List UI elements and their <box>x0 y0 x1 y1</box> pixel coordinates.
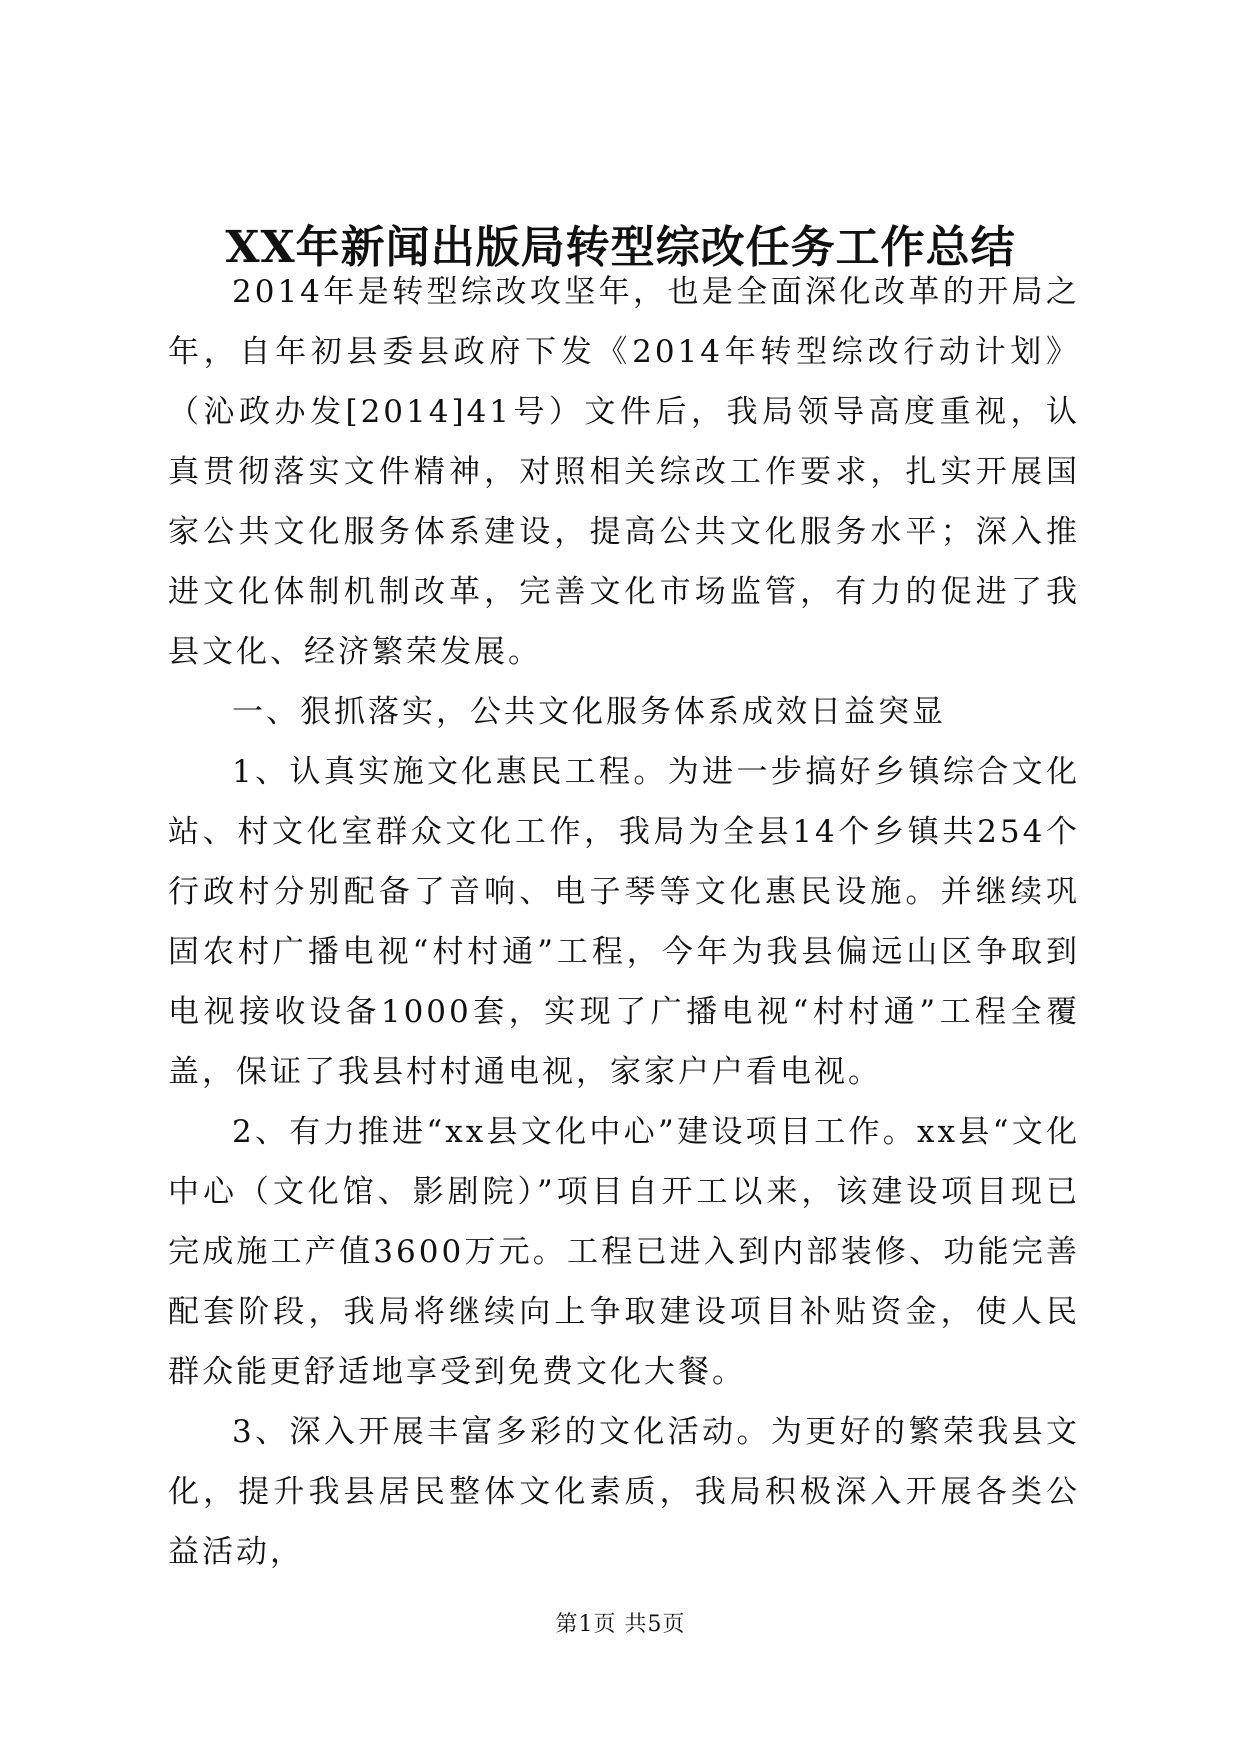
paragraph-item-2: 2、有力推进“xx县文化中心”建设项目工作。xx县“文化中心（文化馆、影剧院）”项目自开工以来，该建设项目现已完成施工产值3600万元。工程已进入到内部装修、功能完善配套阶段，我局将继续向上争取建设项目补贴资金，使人民群众能更舒适地享受到免费文化大餐。 <box>168 1114 1080 1390</box>
section-heading: 一、狠抓落实，公共文化服务体系成效日益突显 <box>232 694 946 730</box>
document-body <box>168 262 1080 1582</box>
paragraph-item-1: 1、认真实施文化惠民工程。为进一步搞好乡镇综合文化站、村文化室群众文化工作，我局为全县14个乡镇共254个行政村分别配备了音响、电子琴等文化惠民设施。并继续巩固农村广播电视“村村通”工程，今年为我县偏远山区争取到电视接收设备1000套，实现了广播电视“村村通”工程全覆盖，保证了我县村村通电视，家家户户看电视。 <box>168 754 1080 1090</box>
paragraph-item-3: 3、深入开展丰富多彩的文化活动。为更好的繁荣我县文化，提升我县居民整体文化素质，我局积极深入开展各类公益活动， <box>168 1414 1080 1570</box>
document-title: XX年新闻出版局转型综改任务工作总结 <box>225 222 1016 273</box>
page-number-footer: 第1页 共5页 <box>555 1612 686 1637</box>
paragraph-intro: 2014年是转型综改攻坚年，也是全面深化改革的开局之年，自年初县委县政府下发《2014年转型综改行动计划》（沁政办发[2014]41号）文件后，我局领导高度重视，认真贯彻落实文件精神，对照相关综改工作要求，扎实开展国家公共文化服务体系建设，提高公共文化服务水平；深入推进文化体制机制改革，完善文化市场监管，有力的促进了我县文化、经济繁荣发展。 <box>168 274 1080 670</box>
